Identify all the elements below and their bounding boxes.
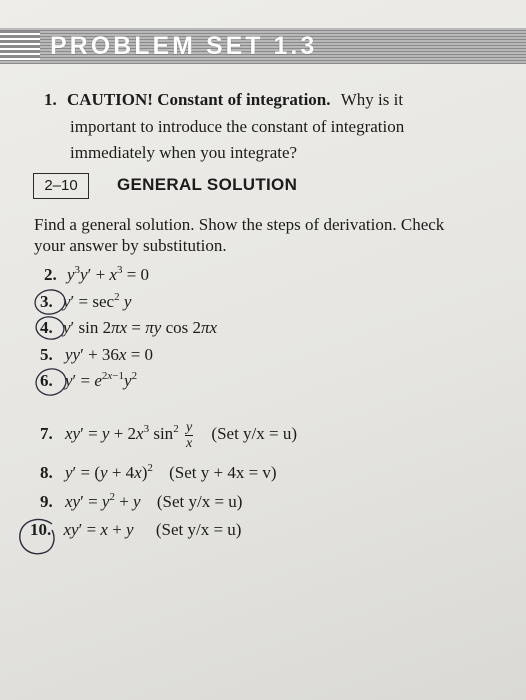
problem-7-hint: (Set y/x = u) <box>211 424 298 444</box>
problem-2 <box>44 265 149 285</box>
problem-9-equation: $xy' = y^2 + y$ <box>65 491 141 511</box>
problem-5-equation: yy′ + 36x = 0 <box>65 345 154 364</box>
header-stripes <box>0 30 40 60</box>
problem-5 <box>40 345 153 365</box>
problem-8-equation: $y' = (y + 4x)^2$ <box>65 462 153 482</box>
problem-3-equation: $y' = \sec^2 y$ <box>63 291 132 311</box>
problem-3 <box>40 292 131 312</box>
problem-10-hint: (Set y/x = u) <box>155 520 242 539</box>
problem-7-equation: $xy' = y + 2x^3$ $\sin^2$ $\frac{y}{x}$ <box>65 420 193 451</box>
problem-3-number: 3. <box>40 292 53 311</box>
problem-8-hint: (Set y + 4x = v) <box>169 463 277 482</box>
problem-2-number: 2. <box>44 265 57 284</box>
problem-1-line-2: important to introduce the constant of integration <box>70 117 405 136</box>
problem-1-lead: CAUTION! Constant of integration. <box>67 90 331 109</box>
fraction-y-over-x: $\frac{y}{x}$ <box>185 420 193 451</box>
instructions-line-2: your answer by substitution. <box>34 236 227 255</box>
problem-10 <box>30 520 241 540</box>
instructions-line-1: Find a general solution. Show the steps of derivation. Check <box>34 215 445 234</box>
problem-8-number: 8. <box>40 463 53 482</box>
problem-10-number: 10. <box>30 520 52 539</box>
problem-7 <box>40 420 297 451</box>
page-title: PROBLEM SET 1.3 <box>50 32 318 60</box>
problem-range-box: 2–10 <box>33 173 89 199</box>
problem-10-equation: xy′ = x + y <box>63 520 134 539</box>
problem-9 <box>40 492 242 512</box>
problem-6-number: 6. <box>40 371 53 390</box>
problem-9-hint: (Set y/x = u) <box>156 492 243 511</box>
problem-8 <box>40 463 277 483</box>
problem-1-line-1 <box>44 90 403 110</box>
problem-5-number: 5. <box>40 345 53 364</box>
problem-4 <box>40 318 217 338</box>
section-title: GENERAL SOLUTION <box>117 175 298 194</box>
problem-7-number: 7. <box>40 424 53 444</box>
problem-9-number: 9. <box>40 492 53 511</box>
problem-6-equation: $y' = e^{2x-1}y^2$ <box>65 370 138 390</box>
problem-1-text-a: Why is it <box>340 90 404 109</box>
problem-4-equation: y′ sin 2πx = πy cos 2πx <box>63 318 218 337</box>
problem-4-number: 4. <box>40 318 53 337</box>
problem-6 <box>40 371 137 391</box>
problem-1-number: 1. <box>44 90 57 109</box>
problem-1-line-3: immediately when you integrate? <box>70 143 298 162</box>
problem-2-equation: $y^3y' + x^3 = 0$ <box>67 264 150 284</box>
